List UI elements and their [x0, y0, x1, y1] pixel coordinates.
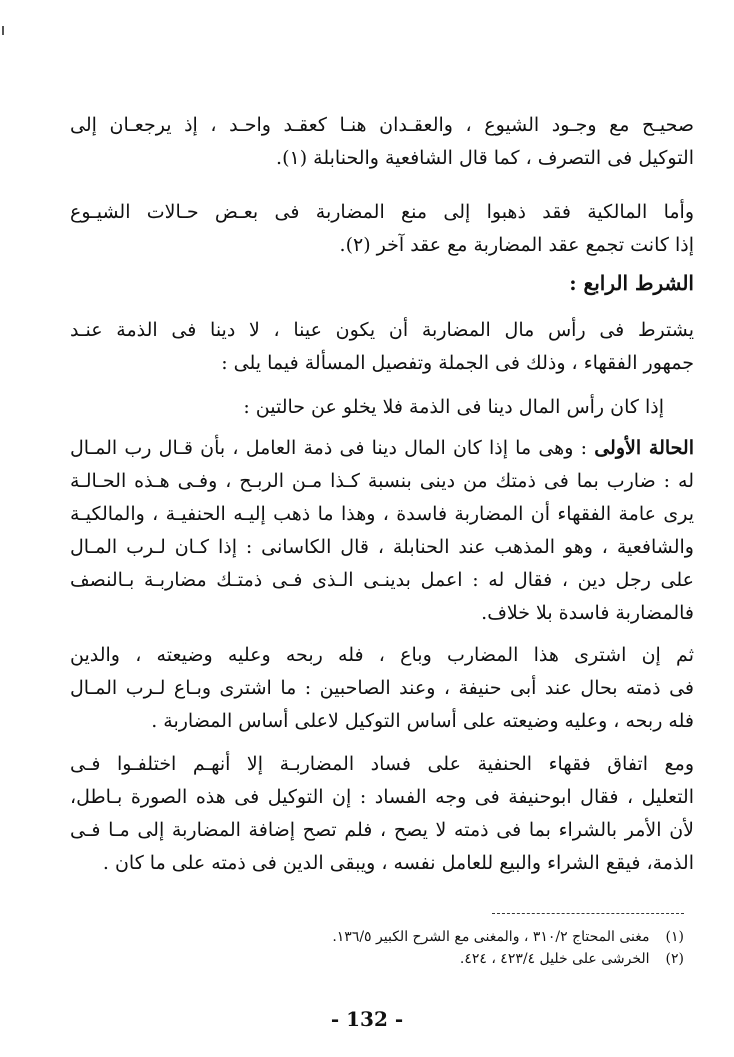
paragraph-line: صحيـح مع وجـود الشيوع ، والعقـدان هنـا كعقـد واحـد ، إذ يرجعـان إلى	[70, 114, 694, 136]
paragraph-line: فى ذمته بحال عند أبى حنيفة ، وعند الصاحبين : ما اشترى وبـاع لـرب المـال	[70, 677, 694, 699]
footnote-text: مغنى المحتاج ٣١٠/٢ ، والمغنى مع الشرح الكبير ١٣٦/٥.	[332, 929, 650, 945]
paragraph-line: ومع اتفاق فقهاء الحنفية على فساد المضاربـة إلا أنهـم اختلفـوا فـى	[70, 753, 694, 775]
footnote-number: (٢)	[665, 951, 684, 967]
footnote-text: الخرشى على خليل ٤٢٣/٤ ، ٤٢٤.	[459, 951, 650, 967]
paragraph-line: يشترط فى رأس مال المضاربة أن يكون عينا ، لا دينا فى الذمة عنـد	[70, 319, 694, 341]
paragraph-line	[70, 431, 694, 465]
paragraph-line: وأما المالكية فقد ذهبوا إلى منع المضاربة فى بعـض حـالات الشيـوع	[70, 201, 694, 223]
footnote-2	[84, 948, 684, 970]
paragraph-line: إذا كانت تجمع عقد المضاربة مع عقد آخر (٢).	[339, 234, 694, 256]
case-text: : وهى ما إذا كان المال دينا فى ذمة العامل ، بأن قـال رب المـال	[70, 437, 595, 459]
paragraph-line: فله ربحه ، وعليه وضيعته على أساس التوكيل لاعلى أساس المضاربة .	[151, 710, 694, 732]
section-heading: الشرط الرابع :	[569, 271, 694, 295]
paragraph-line: جمهور الفقهاء ، وذلك فى الجملة وتفصيل المسألة فيما يلى :	[221, 352, 694, 374]
page-edge-mark	[2, 26, 4, 35]
paragraph-line: لأن الأمر بالشراء بما فى ذمته لا يصح ، فلم تصح إضافة المضاربة إلى مـا فـى	[70, 819, 694, 841]
footnote-1	[84, 926, 684, 948]
case-heading: الحالة الأولى	[594, 437, 694, 459]
paragraph-line: إذا كان رأس المال دينا فى الذمة فلا يخلو عن حالتين :	[243, 396, 664, 418]
paragraph-line: ثم إن اشترى هذا المضارب وباع ، فله ربحه وعليه وضيعته ، والدين	[70, 644, 694, 666]
paragraph-line: والشافعية ، وهو المذهب عند الحنابلة ، قال الكاسانى : إذا كـان لـرب المـال	[70, 536, 694, 558]
footnote-number: (١)	[665, 929, 684, 945]
paragraph-line: على رجل دين ، فقال له : اعمل بدينـى الـذى فـى ذمتـك مضاربـة بـالنصف	[70, 569, 694, 591]
paragraph-line: الذمة، فيقع الشراء والبيع للعامل نفسه ، ويبقى الدين فى ذمته على ما كان .	[102, 852, 694, 874]
paragraph-line: فالمضاربة فاسدة بلا خلاف.	[481, 602, 694, 624]
paragraph-line: له : ضارب بما فى ذمتك من دينى بنسبة كـذا مـن الربـح ، وفـى هـذه الحـالـة	[70, 470, 694, 492]
paragraph-line: يرى عامة الفقهاء أن المضاربة فاسدة ، وهذا ما ذهب إليـه الحنفيـة ، والمالكيـة	[70, 503, 694, 525]
paragraph-line: التعليل ، فقال ابوحنيفة فى وجه الفساد : إن التوكيل فى هذه الصورة بـاطل،	[70, 786, 694, 808]
paragraph-line: التوكيل فى التصرف ، كما قال الشافعية والحنابلة (١).	[276, 147, 694, 169]
page-number: - 132 -	[330, 1007, 404, 1031]
footnote-separator	[492, 913, 684, 914]
